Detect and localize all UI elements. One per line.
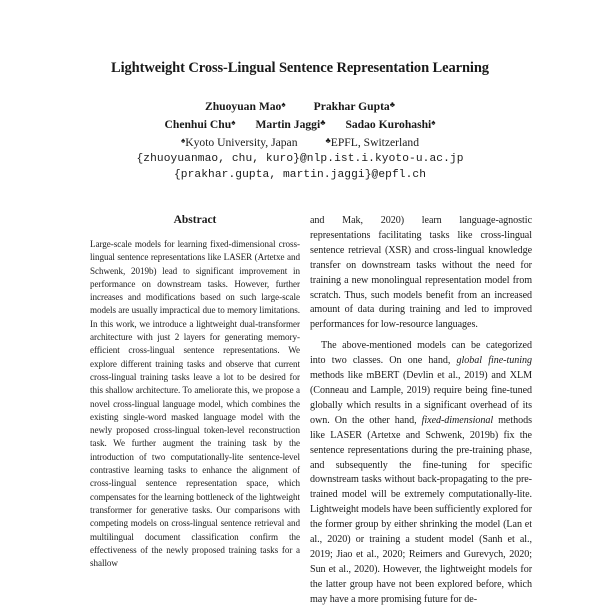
author-line-1 bbox=[0, 97, 600, 115]
paragraph: and Mak, 2020) learn language-agnostic representations facilitating tasks like cross-lingual sentence retrieval (XSR) and cross-lingual knowledge transfer on downstream tasks without the need for training a new monolingual representation model from scratch. Thus, such models benefit from an increased amount of data during training and led to improved performances for low-resource languages. bbox=[310, 215, 532, 331]
paragraph bbox=[310, 339, 532, 607]
author-name: Martin Jaggi bbox=[255, 118, 321, 131]
right-column bbox=[310, 214, 532, 608]
text-run: methods like LASER (Artetxe and Schwenk, 2019b) fix the sentence representations during the pre-training phase, and subsequently the fine-tuning for specific downstream tasks without back-propagating to the pre-trained model will be extremely computationally-lite. Lightweight models have been sufficiently explored for the former group by either shrinking the model (Lan et al., 2020) or training a student model (Sanh et al., 2019; Jiao et al., 2020; Reimers and Gurevych, 2020; Sun et al., 2020). However, the lightweight models for the latter group have not been explored before, which may have a more promising future for de- bbox=[310, 414, 532, 605]
email-line: {zhuoyuanmao, chu, kuro}@nlp.ist.i.kyoto-u.ac.jp bbox=[136, 153, 464, 165]
spade-icon: ♠ bbox=[431, 118, 436, 127]
spade-icon: ♠ bbox=[180, 136, 186, 145]
paper-title: Lightweight Cross-Lingual Sentence Representation Learning bbox=[111, 60, 489, 76]
email-line: {prakhar.gupta, martin.jaggi}@epfl.ch bbox=[173, 169, 427, 181]
abstract-body: Large-scale models for learning fixed-dimensional cross-lingual sentence representations like LASER (Artetxe and Schwenk, 2019b) lead to significant improvement in performance on downstream tasks. However, further increases and modifications based on such large-scale models are usually impractical due to memory limitations. In this work, we introduce a lightweight dual-transformer architecture with just 2 layers for generating memory-efficient cross-lingual sentence representations. We explore different training tasks and observe that current cross-lingual training tasks leave a lot to be desired for this shallow architecture. To ameliorate this, we propose a novel cross-lingual language model, which combines the existing single-word masked language model with the newly proposed cross-lingual token-level reconstruction task. We further augment the training task by the introduction of two computationally-lite sentence-level contrastive learning tasks to enhance the alignment of cross-lingual sentence representation space, which compensates for the learning bottleneck of the lightweight transformer for generative tasks. Our comparisons with competing models on cross-lingual sentence retrieval and multilingual document classification confirm the effectiveness of the newly proposed training tasks for a shallow bbox=[90, 239, 300, 569]
author-name: Prakhar Gupta bbox=[313, 100, 390, 113]
club-icon: ♣ bbox=[325, 136, 331, 145]
text-run: The above-mentioned models can be categorized into two classes. On one hand, bbox=[310, 340, 532, 367]
abstract-heading: Abstract bbox=[173, 214, 217, 226]
author-name: Sadao Kurohashi bbox=[345, 118, 432, 131]
author-name: Zhuoyuan Mao bbox=[205, 100, 282, 113]
club-icon: ♣ bbox=[389, 100, 395, 109]
author-name: Chenhui Chu bbox=[164, 118, 232, 131]
spade-icon: ♠ bbox=[281, 100, 286, 109]
emphasis: global fine-tuning bbox=[456, 355, 532, 367]
spade-icon: ♠ bbox=[231, 118, 236, 127]
author-block bbox=[0, 97, 600, 183]
author-line-2 bbox=[0, 115, 600, 133]
club-icon: ♣ bbox=[320, 118, 326, 127]
affiliation: Kyoto University, Japan bbox=[185, 136, 298, 149]
affiliation: EPFL, Switzerland bbox=[330, 136, 419, 149]
affiliation-line bbox=[0, 133, 600, 151]
text-run: methods like mBERT (Devlin et al., 2019) and XLM (Conneau and Lample, 2019) require being fine-tuned globally which results in a significant overhead of its own. On the other hand, bbox=[310, 370, 532, 426]
emphasis: fixed-dimensional bbox=[421, 414, 494, 426]
